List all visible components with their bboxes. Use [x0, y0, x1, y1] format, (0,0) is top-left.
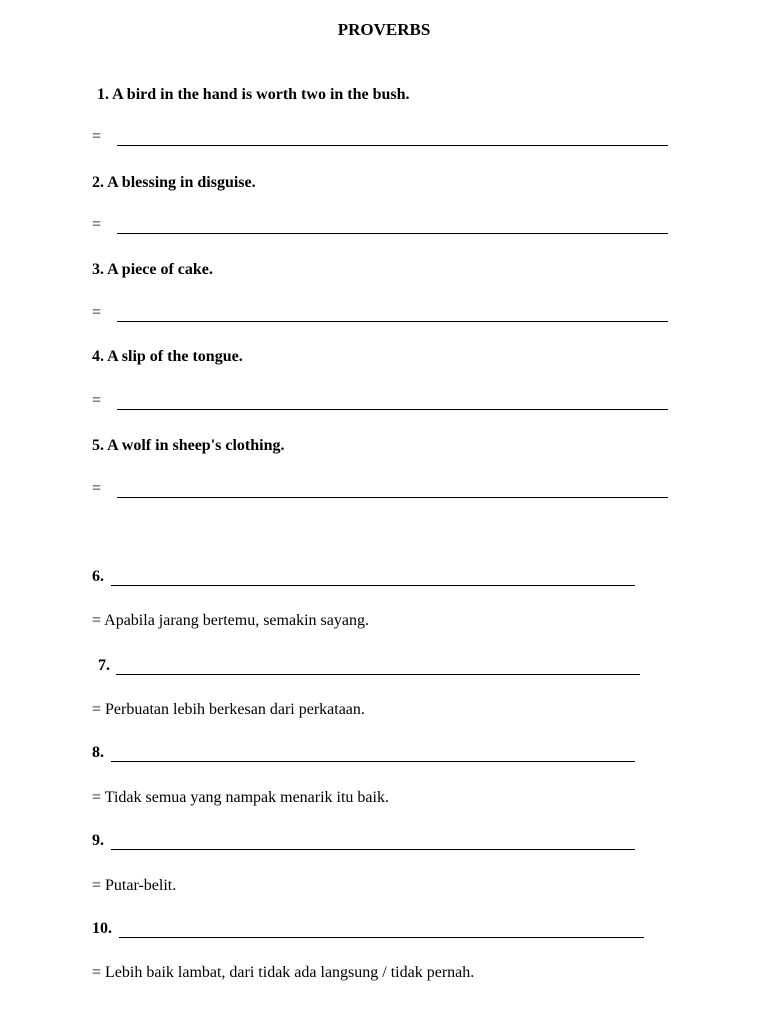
- answer-blank-line[interactable]: [117, 145, 668, 146]
- answer-blank-line[interactable]: [117, 409, 668, 410]
- answer-equals: =: [92, 216, 102, 233]
- answer-equals: =: [92, 128, 102, 145]
- answer-blank-line[interactable]: [119, 937, 644, 938]
- item-number: 8.: [92, 744, 104, 761]
- malay-meaning: = Lebih baik lambat, dari tidak ada langsung / tidak pernah.: [92, 964, 475, 981]
- answer-equals: =: [92, 304, 102, 321]
- item-number: 6.: [92, 568, 104, 585]
- answer-blank-line[interactable]: [111, 761, 635, 762]
- answer-equals: =: [92, 480, 102, 497]
- proverb-question: 5. A wolf in sheep's clothing.: [92, 437, 285, 454]
- answer-blank-line[interactable]: [117, 233, 668, 234]
- answer-blank-line[interactable]: [117, 497, 668, 498]
- item-number: 10.: [92, 920, 112, 937]
- answer-blank-line[interactable]: [111, 849, 635, 850]
- malay-meaning: = Putar-belit.: [92, 877, 177, 894]
- malay-meaning: = Perbuatan lebih berkesan dari perkataan.: [92, 701, 365, 718]
- item-number: 9.: [92, 832, 104, 849]
- item-number: 7.: [98, 657, 110, 674]
- answer-blank-line[interactable]: [116, 674, 640, 675]
- proverb-question: 4. A slip of the tongue.: [92, 348, 243, 365]
- answer-blank-line[interactable]: [117, 321, 668, 322]
- proverb-question: 3. A piece of cake.: [92, 261, 213, 278]
- malay-meaning: = Tidak semua yang nampak menarik itu baik.: [92, 789, 389, 806]
- page-title: PROVERBS: [337, 20, 431, 39]
- malay-meaning: = Apabila jarang bertemu, semakin sayang.: [92, 612, 369, 629]
- proverb-question: 2. A blessing in disguise.: [92, 174, 256, 191]
- proverb-question: 1. A bird in the hand is worth two in the bush.: [97, 86, 410, 103]
- answer-blank-line[interactable]: [111, 585, 635, 586]
- answer-equals: =: [92, 392, 102, 409]
